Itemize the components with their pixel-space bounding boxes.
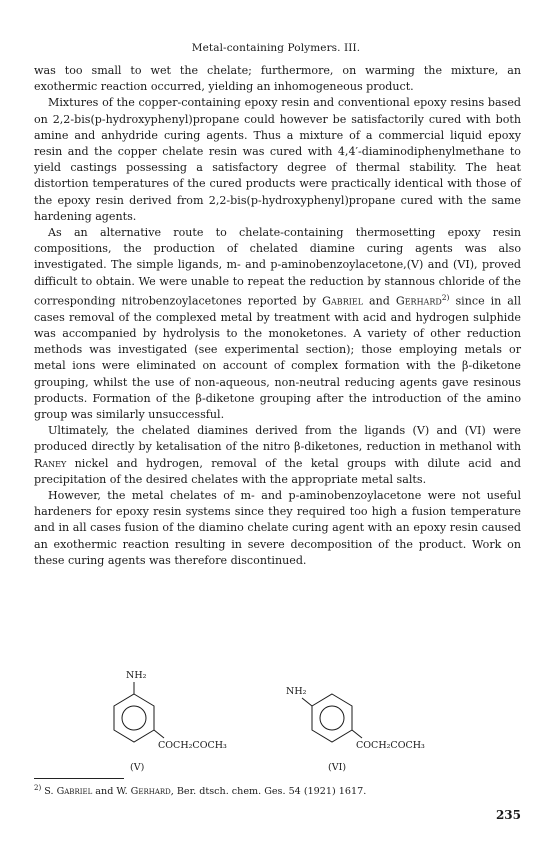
footnote-citation: , Ber. dtsch. chem. Ges. 54 (1921) 1617.: [170, 786, 367, 798]
author-name-gerhard: Gerhard: [395, 294, 442, 308]
name-raney: Raney: [34, 456, 67, 470]
benzene-ring-v: [114, 682, 164, 742]
footnote-and: and: [92, 786, 117, 798]
paragraph-4-text-a: Ultimately, the chelated diamines derived from the ligands (V) and (VI) were produced directly by ketalisation of the nitro β-diketones, reduction in methanol with: [34, 424, 521, 454]
paragraph-1: was too small to wet the chelate; furthermore, on warming the mixture, an exothermic reaction occurred, yielding an inhomogeneous product.: [34, 64, 521, 94]
footnote: [34, 782, 521, 798]
structure-vi-label: (VI): [328, 762, 347, 773]
footnote-author-2: W. Gerhard: [116, 786, 171, 798]
paragraph-5: However, the metal chelates of m- and p-aminobenzoylacetone were not useful hardeners for epoxy resin systems since they required too high a fusion temperature and in all cases fusion of the diamino chelate curing agent with an epoxy resin caused an exothermic reaction resulting in severe decomposition of the product. Work on these curing agents was therefore discontinued.: [34, 488, 521, 567]
paragraph-3: [34, 225, 521, 423]
structure-vi: [284, 678, 464, 778]
body-text: [34, 63, 521, 569]
paragraph-4-text-b: nickel and hydrogen, removal of the ketal groups with dilute acid and precipitation of the desired chelates with the appropriate metal salts.: [34, 456, 521, 486]
paragraph-3-text-b: and: [363, 294, 396, 308]
benzene-ring-vi: [302, 694, 362, 742]
reference-marker[interactable]: 2): [441, 292, 450, 302]
structure-vi-amine: NH₂: [286, 686, 307, 697]
page-number: 235: [495, 808, 521, 822]
structure-v: [94, 668, 244, 778]
running-head: Metal-containing Polymers. III.: [191, 42, 361, 54]
structure-v-substituent: COCH₂COCH₃: [158, 740, 227, 751]
paragraph-4: [34, 423, 521, 488]
footnote-author-1: S. Gabriel: [44, 786, 93, 798]
structure-v-amine: NH₂: [126, 670, 147, 681]
structure-vi-substituent: COCH₂COCH₃: [356, 740, 425, 751]
chemical-structures: [34, 668, 521, 778]
footnote-rule: [34, 778, 124, 779]
author-name-gabriel: Gabriel: [322, 294, 364, 308]
structure-v-label: (V): [130, 762, 145, 773]
paragraph-2: Mixtures of the copper-containing epoxy resin and conventional epoxy resins based on 2,2-bis(p-hydroxyphenyl)propane could however be satisfactorily cured with both amine and anhydride curing agents. Thus a mixture of a commercial liquid epoxy resin and the copper chelate resin was cured with 4,4′-diaminodiphenylmethane to yield castings possessing a satisfactory degree of thermal stability. The heat distortion temperatures of the cured products were practically identical with those of the epoxy resin derived from 2,2-bis(p-hydroxyphenyl)propane cured with the same hardening agents.: [34, 96, 521, 223]
paragraph-3-text-c: since in all cases removal of the complexed metal by treatment with acid and hydrogen sulphide was accompanied by hydrolysis to the monoketones. A variety of other reduction methods was investigated (see experimental section); those employing metals or metal ions were eliminated on account of complex formation with the β-diketone grouping, whilst the use of non-aqueous, non-neutral reducing agents gave resinous products. Formation of the β-diketone grouping after the introduction of the amino group was similarly unsuccessful.: [34, 294, 521, 421]
paragraph-3-text-a: As an alternative route to chelate-containing thermosetting epoxy resin compositions, the production of chelated diamine curing agents was also investigated. The simple ligands, m- and p-aminobenzoylacetone,(V) and (VI), proved difficult to obtain. We were unable to repeat the reduction by stannous chloride of the corresponding nitrobenzoylacetones reported by: [34, 226, 521, 308]
footnote-marker: 2): [34, 784, 42, 792]
